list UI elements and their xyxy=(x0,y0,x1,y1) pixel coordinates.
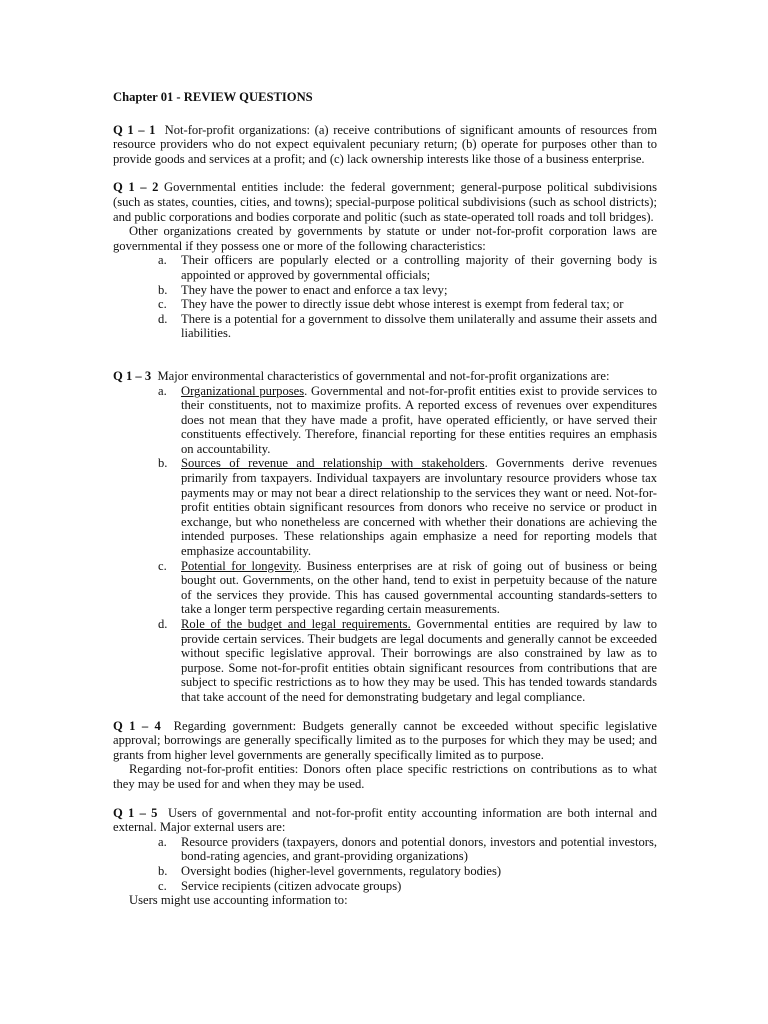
question-1-3-text xyxy=(113,369,657,384)
document-body xyxy=(113,90,657,922)
question-1-4-text xyxy=(113,719,657,763)
list-item xyxy=(113,879,657,894)
question-body: Governmental entities include: the federal government; general-purpose political subdivisions (such as states, counties, cities, and towns); special-purpose political subdivisions (such as school districts); and public corporations and bodies corporate and politic (such as state-operated toll roads and toll bridges). xyxy=(113,180,658,224)
chapter-title: Chapter 01 - REVIEW QUESTIONS xyxy=(113,90,313,104)
list-item xyxy=(113,456,657,558)
question-body: Users of governmental and not-for-profit entity accounting information are both internal and external. Major external users are: xyxy=(113,805,658,835)
list-item xyxy=(113,384,657,457)
users-list xyxy=(113,835,657,893)
question-1-2-text xyxy=(113,180,657,224)
list-item xyxy=(113,559,657,617)
question-label: Q 1 – 1 xyxy=(113,122,156,137)
question-1-3 xyxy=(113,369,657,705)
list-marker: c. xyxy=(158,878,167,893)
list-item xyxy=(113,835,657,864)
question-label: Q 1 – 5 xyxy=(113,805,158,820)
question-1-1-text xyxy=(113,123,657,167)
list-item xyxy=(113,283,657,298)
list-item xyxy=(113,253,657,282)
list-item-text: Their officers are popularly elected or a controlling majority of their governing body is appointed or approved by governmental officials; xyxy=(181,253,657,282)
list-item xyxy=(113,617,657,705)
list-marker: a. xyxy=(158,834,167,849)
question-body: Major environmental characteristics of governmental and not-for-profit organizations are: xyxy=(157,368,610,383)
list-marker: b. xyxy=(158,863,168,878)
list-marker: c. xyxy=(158,297,167,312)
question-body: Regarding government: Budgets generally cannot be exceeded without specific legislative approval; borrowings are generally specifically limited as to the purposes for which they may be used; and grants from higher level governments are generally specifically limited as to purpose. xyxy=(113,718,657,762)
list-item-text: They have the power to directly issue debt whose interest is exempt from federal tax; or xyxy=(181,297,624,312)
list-marker: b. xyxy=(158,282,168,297)
list-item-heading: Organizational purposes xyxy=(181,383,305,398)
list-item-text: Governmental entities are required by law to provide certain services. Their budgets are legal documents and generally cannot be exceeded without specific legislative approval. Their borrowings are also constrained by law as to purpose. Some not-for-profit entities obtain significant resources from contributions that are subject to specific restrictions as to how they may be used. This has tended towards standards that take account of the need for demonstrating budgetary and legal compliance. xyxy=(181,617,657,704)
question-body: Not-for-profit organizations: (a) receive contributions of significant amounts of resources from resource providers who do not expect equivalent pecuniary return; (b) operate for purposes other than to provide goods and services at a profit; and (c) lack ownership interests like those of a business enterprise. xyxy=(113,122,658,166)
list-item-heading: Sources of revenue and relationship with stakeholders xyxy=(181,456,485,471)
list-item-text: . Governments derive revenues primarily from taxpayers. Individual taxpayers are involuntary resource providers whose tax payments may or may not bear a direct relationship to the services they want or need. Not-for-profit entities obtain significant resources from donors who receive no service or product in exchange, but who nonetheless are concerned with whether their donations are achieving the intended purposes. These relationships again emphasize a need for reporting models that emphasize accountability. xyxy=(181,456,657,559)
list-marker: c. xyxy=(158,558,167,573)
question-1-5 xyxy=(113,806,657,908)
list-marker: d. xyxy=(158,311,168,326)
question-label: Q 1 – 2 xyxy=(113,180,159,195)
question-1-2 xyxy=(113,180,657,341)
list-marker: d. xyxy=(158,617,168,631)
question-1-1 xyxy=(113,123,657,167)
list-item-heading: Potential for longevity xyxy=(181,558,299,573)
list-marker: b. xyxy=(158,456,168,471)
list-marker: a. xyxy=(158,253,167,268)
spacer xyxy=(113,355,657,369)
question-label: Q 1 – 3 xyxy=(113,368,152,383)
question-1-4 xyxy=(113,719,657,792)
list-item-text: Service recipients (citizen advocate groups) xyxy=(181,878,402,893)
question-1-5-text xyxy=(113,806,657,835)
list-item-text: There is a potential for a government to dissolve them unilaterally and assume their assets and liabilities. xyxy=(181,311,657,341)
characteristics-list xyxy=(113,384,657,705)
list-item-text: . Business enterprises are at risk of going out of business or being bought out. Governments, on the other hand, tend to exist in perpetuity because of the nature of the services they provide. This has caused governmental accounting standards-setters to take a longer term perspective regarding certain measurements. xyxy=(181,558,657,617)
characteristics-list xyxy=(113,253,657,341)
question-1-4-continuation: Regarding not-for-profit entities: Donors often place specific restrictions on contributions as to what they may be used for and when they may be used. xyxy=(113,762,657,791)
list-item xyxy=(113,297,657,312)
question-1-2-continuation: Other organizations created by governments by statute or under not-for-profit corporation laws are governmental if they possess one or more of the following characteristics: xyxy=(113,224,657,253)
list-item-text: Resource providers (taxpayers, donors and potential donors, investors and potential investors, bond-rating agencies, and grant-providing organizations) xyxy=(181,834,657,864)
question-label: Q 1 – 4 xyxy=(113,718,161,733)
list-item-heading: Role of the budget and legal requirements. xyxy=(181,617,411,631)
question-1-5-continuation: Users might use accounting information to: xyxy=(129,893,348,908)
list-item-text: They have the power to enact and enforce a tax levy; xyxy=(181,282,448,297)
list-marker: a. xyxy=(158,383,167,398)
list-item xyxy=(113,312,657,341)
list-item-text: . Governmental and not-for-profit entities exist to provide services to their constituents, not to maximize profits. A reported excess of revenues over expenditures does not mean that they have made a profit, have operated efficiently, or have served their constituents effectively. Therefore, financial reporting for these entities requires an emphasis on accountability. xyxy=(181,383,657,456)
list-item xyxy=(113,864,657,879)
list-item-text: Oversight bodies (higher-level governments, regulatory bodies) xyxy=(181,863,502,878)
